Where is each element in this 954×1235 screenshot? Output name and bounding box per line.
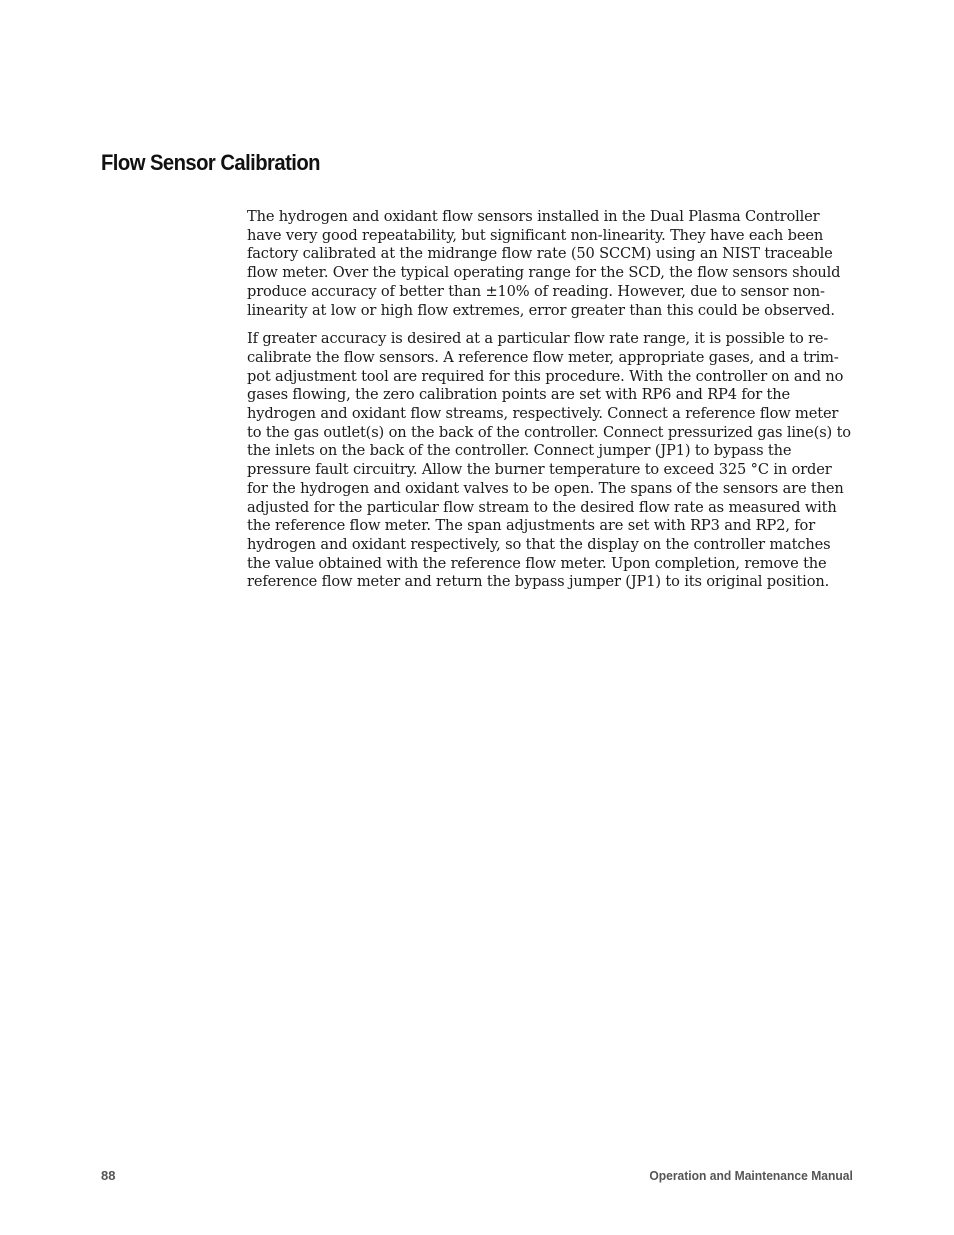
manual-title: Operation and Maintenance Manual — [649, 1168, 853, 1183]
page-number: 88 — [101, 1168, 116, 1183]
body-text — [247, 208, 853, 602]
paragraph-intro: The hydrogen and oxidant flow sensors installed in the Dual Plasma Controller have very good repeatability, but significant non-linearity. They have each been factory calibrated at the midrange flow rate (50 SCCM) using an NIST traceable flow meter. Over the typical operating range for the SCD, the flow sensors should produce accuracy of better than ±10% of reading. However, due to sensor non-linearity at low or high flow extremes, error greater than this could be observed. — [247, 208, 841, 319]
section-heading: Flow Sensor Calibration — [101, 150, 320, 175]
paragraph-recalibration: If greater accuracy is desired at a particular flow rate range, it is possible to re-calibrate the flow sensors. A reference flow meter, appropriate gases, and a trim-pot adjustment tool are required for this procedure. With the controller on and no gases flowing, the zero calibration points are set with RP6 and RP4 for the hydrogen and oxidant flow streams, respectively. Connect a reference flow meter to the gas outlet(s) on the back of the controller. Connect pressurized gas line(s) to the inlets on the back of the controller. Connect jumper (JP1) to bypass the pressure fault circuitry. Allow the burner temperature to exceed 325 °C in order for the hydrogen and oxidant valves to be open. The spans of the sensors are then adjusted for the particular flow stream to the desired flow rate as measured with the reference flow meter. The span adjustments are set with RP3 and RP2, for hydrogen and oxidant respectively, so that the display on the controller matches the value obtained with the reference flow meter. Upon completion, remove the reference flow meter and return the bypass jumper (JP1) to its original position. — [247, 330, 851, 591]
